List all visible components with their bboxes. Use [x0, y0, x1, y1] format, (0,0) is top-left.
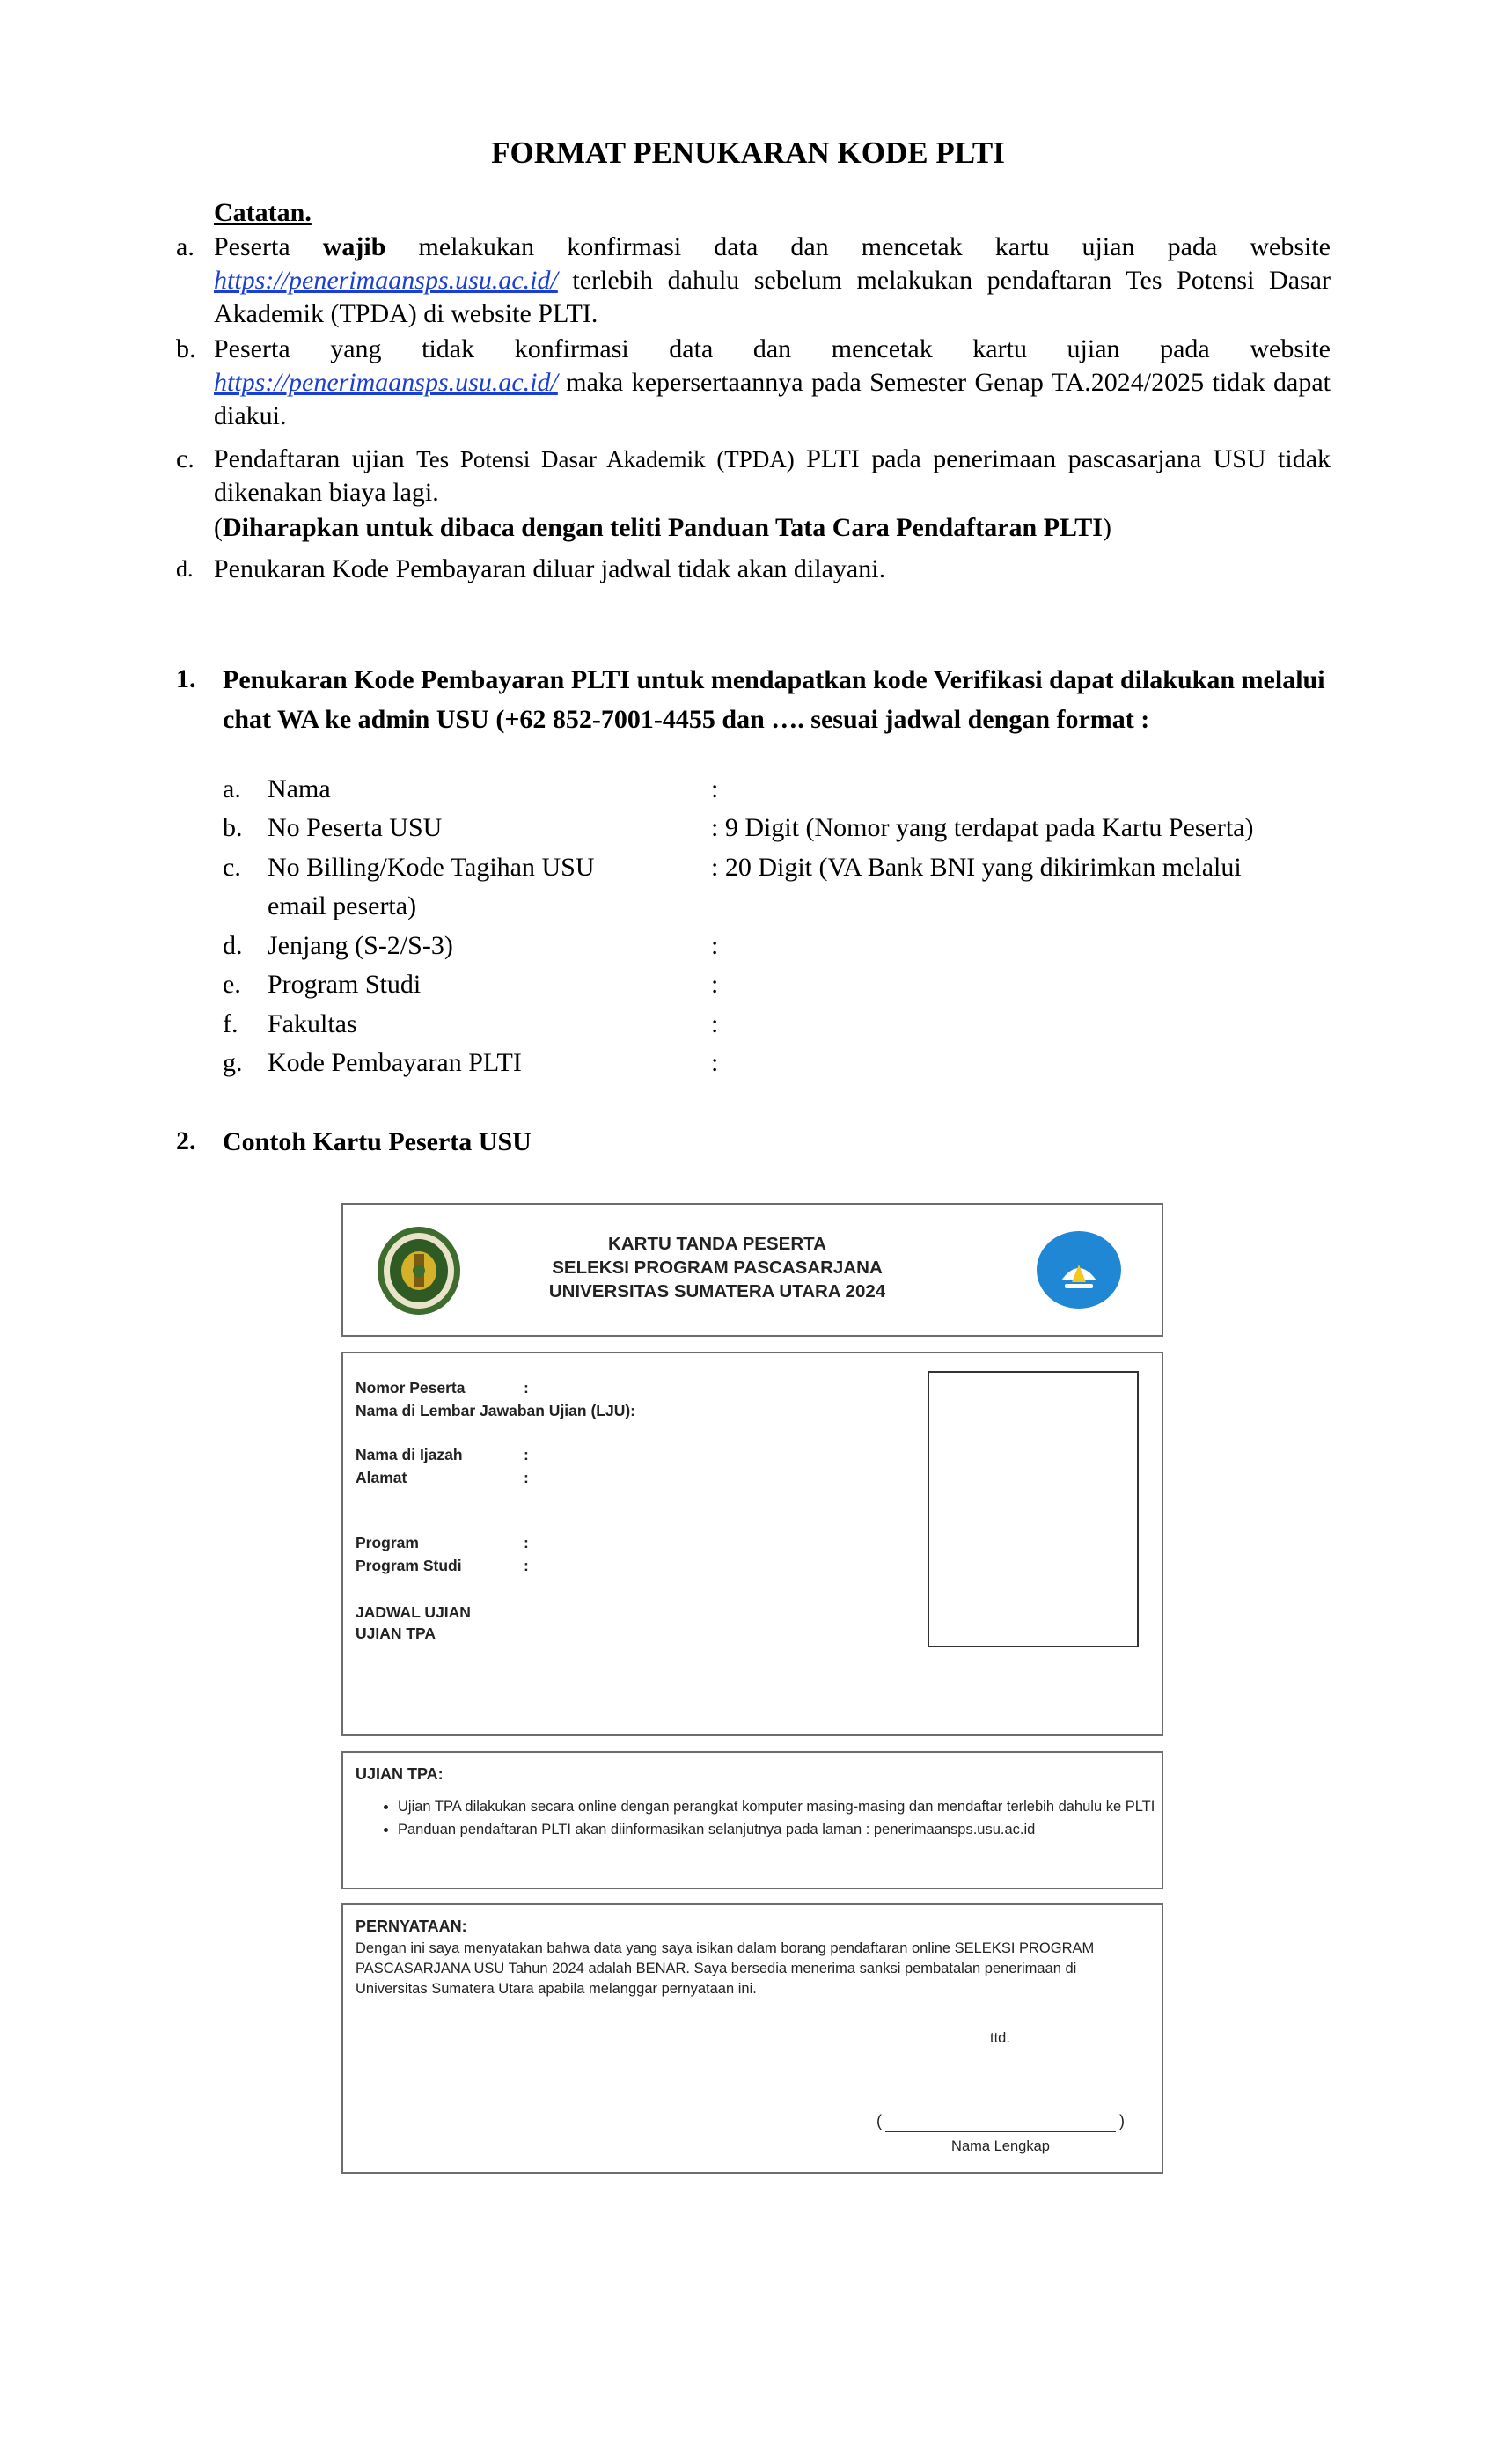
section-1-text: Penukaran Kode Pembayaran PLTI untuk mendapatkan kode Verifikasi dapat dilakukan melalui chat WA ke admin USU (+62 852-7001-4455 dan …. sesuai jadwal dengan format :: [223, 665, 1325, 734]
label-alamat: Alamat: [356, 1469, 407, 1486]
note-marker: c.: [176, 444, 194, 473]
note-marker: d.: [176, 556, 194, 582]
website-link[interactable]: https://penerimaansps.usu.ac.id/: [214, 266, 558, 295]
section-1-number: 1.: [176, 664, 196, 693]
card-pernyataan: [341, 1903, 1163, 2174]
note-text: Peserta wajib melakukan konfirmasi data dan mencetak kartu ujian pada website https://penerimaansps.usu.ac.id/ terlebih dahulu sebelum melakukan pendaftaran Tes Potensi Dasar Akademik (TPDA) di website PLTI.: [214, 232, 1331, 328]
list-item: • Panduan pendaftaran PLTI akan diinformasikan selanjutnya pada laman : penerimaansps.usu.ac.id: [398, 1820, 1163, 1840]
note-a: [176, 231, 1331, 331]
note-bold: wajib: [322, 232, 386, 261]
format-field-jenjang: d. Jenjang (S-2/S-3) :: [223, 931, 719, 960]
label-program: Program: [356, 1534, 419, 1551]
signature-line: ( ): [876, 2115, 1125, 2132]
format-field-program-studi: e. Program Studi :: [223, 970, 719, 999]
label-nama-lju: Nama di Lembar Jawaban Ujian (LJU):: [356, 1402, 635, 1419]
notes-heading: Catatan.: [214, 198, 312, 227]
kemdikbud-logo-icon: [1035, 1229, 1123, 1310]
label-jadwal-ujian: JADWAL UJIAN: [356, 1603, 471, 1621]
note-b: [176, 333, 1331, 433]
label-ujian-tpa: UJIAN TPA: [356, 1624, 436, 1642]
photo-placeholder: [928, 1371, 1139, 1647]
card-header: [341, 1203, 1163, 1337]
format-field-kode-pembayaran: g. Kode Pembayaran PLTI :: [223, 1048, 719, 1077]
list-item: • Ujian TPA dilakukan secara online dengan perangkat komputer masing-masing dan mendaftar terlebih dahulu ke PLTI: [398, 1797, 1163, 1817]
format-field-no-peserta: b. No Peserta USU : 9 Digit (Nomor yang terdapat pada Kartu Peserta): [223, 813, 1254, 842]
note-c: [176, 443, 1331, 545]
website-link[interactable]: https://penerimaansps.usu.ac.id/: [214, 368, 558, 397]
note-marker: b.: [176, 334, 196, 363]
ttd-label: ttd.: [990, 2030, 1010, 2046]
label-nomor-peserta: Nomor Peserta: [356, 1379, 466, 1397]
format-field-no-billing: c. No Billing/Kode Tagihan USU : 20 Digit (VA Bank BNI yang dikirimkan melalui: [223, 853, 1242, 882]
card-ujian-tpa: [341, 1751, 1163, 1889]
note-text: Penukaran Kode Pembayaran diluar jadwal tidak akan dilayani.: [214, 554, 886, 583]
card-participant-data: Nomor Peserta : Nama di Lembar Jawaban Ujian (LJU): Nama di Ijazah : Alamat : Program : Program Studi : JADWAL UJIAN UJIAN TPA: [341, 1352, 1163, 1736]
usu-seal-icon: [375, 1224, 463, 1317]
label-program-studi: Program Studi: [356, 1557, 462, 1574]
note-marker: a.: [176, 232, 194, 261]
note-text: Pendaftaran ujian Tes Potensi Dasar Akademik (TPDA) PLTI pada penerimaan pascasarjana USU tidak dikenakan biaya lagi.: [214, 444, 1331, 507]
format-field-fakultas: f. Fakultas :: [223, 1009, 719, 1038]
section-2-number: 2.: [176, 1126, 196, 1155]
tpa-heading: UJIAN TPA:: [356, 1765, 444, 1783]
page-title: FORMAT PENUKARAN KODE PLTI: [491, 136, 1005, 170]
note-text: Peserta yang tidak konfirmasi data dan mencetak kartu ujian pada website https://penerimaansps.usu.ac.id/ maka kepersertaannya pada Semester Genap TA.2024/2025 tidak dapat diakui.: [214, 334, 1331, 430]
card-title: KARTU TANDA PESERTA SELEKSI PROGRAM PASCASARJANA UNIVERSITAS SUMATERA UTARA 2024: [548, 1234, 886, 1302]
note-d: [176, 553, 1331, 586]
signature-name-label: Nama Lengkap: [951, 2138, 1050, 2154]
pernyataan-heading: PERNYATAAN:: [356, 1918, 467, 1935]
pernyataan-text: Dengan ini saya menyatakan bahwa data yang saya isikan dalam borang pendaftaran online SELEKSI PROGRAM PASCASARJANA USU Tahun 2024 adalah BENAR. Saya bersedia menerima sanksi pembatalan penerimaan di Universitas Sumatera Utara apabila melanggar pernyataan ini.: [356, 1940, 1095, 1997]
section-2-text: Contoh Kartu Peserta USU: [223, 1127, 532, 1156]
format-field-nama: a. Nama :: [223, 774, 719, 803]
tpa-bullets: [378, 1797, 1163, 1843]
note-emphasis: (Diharapkan untuk dibaca dengan teliti Panduan Tata Cara Pendaftaran PLTI): [214, 513, 1111, 542]
label-nama-ijazah: Nama di Ijazah: [356, 1446, 463, 1463]
format-field-no-billing-continuation: email peserta): [268, 891, 417, 920]
